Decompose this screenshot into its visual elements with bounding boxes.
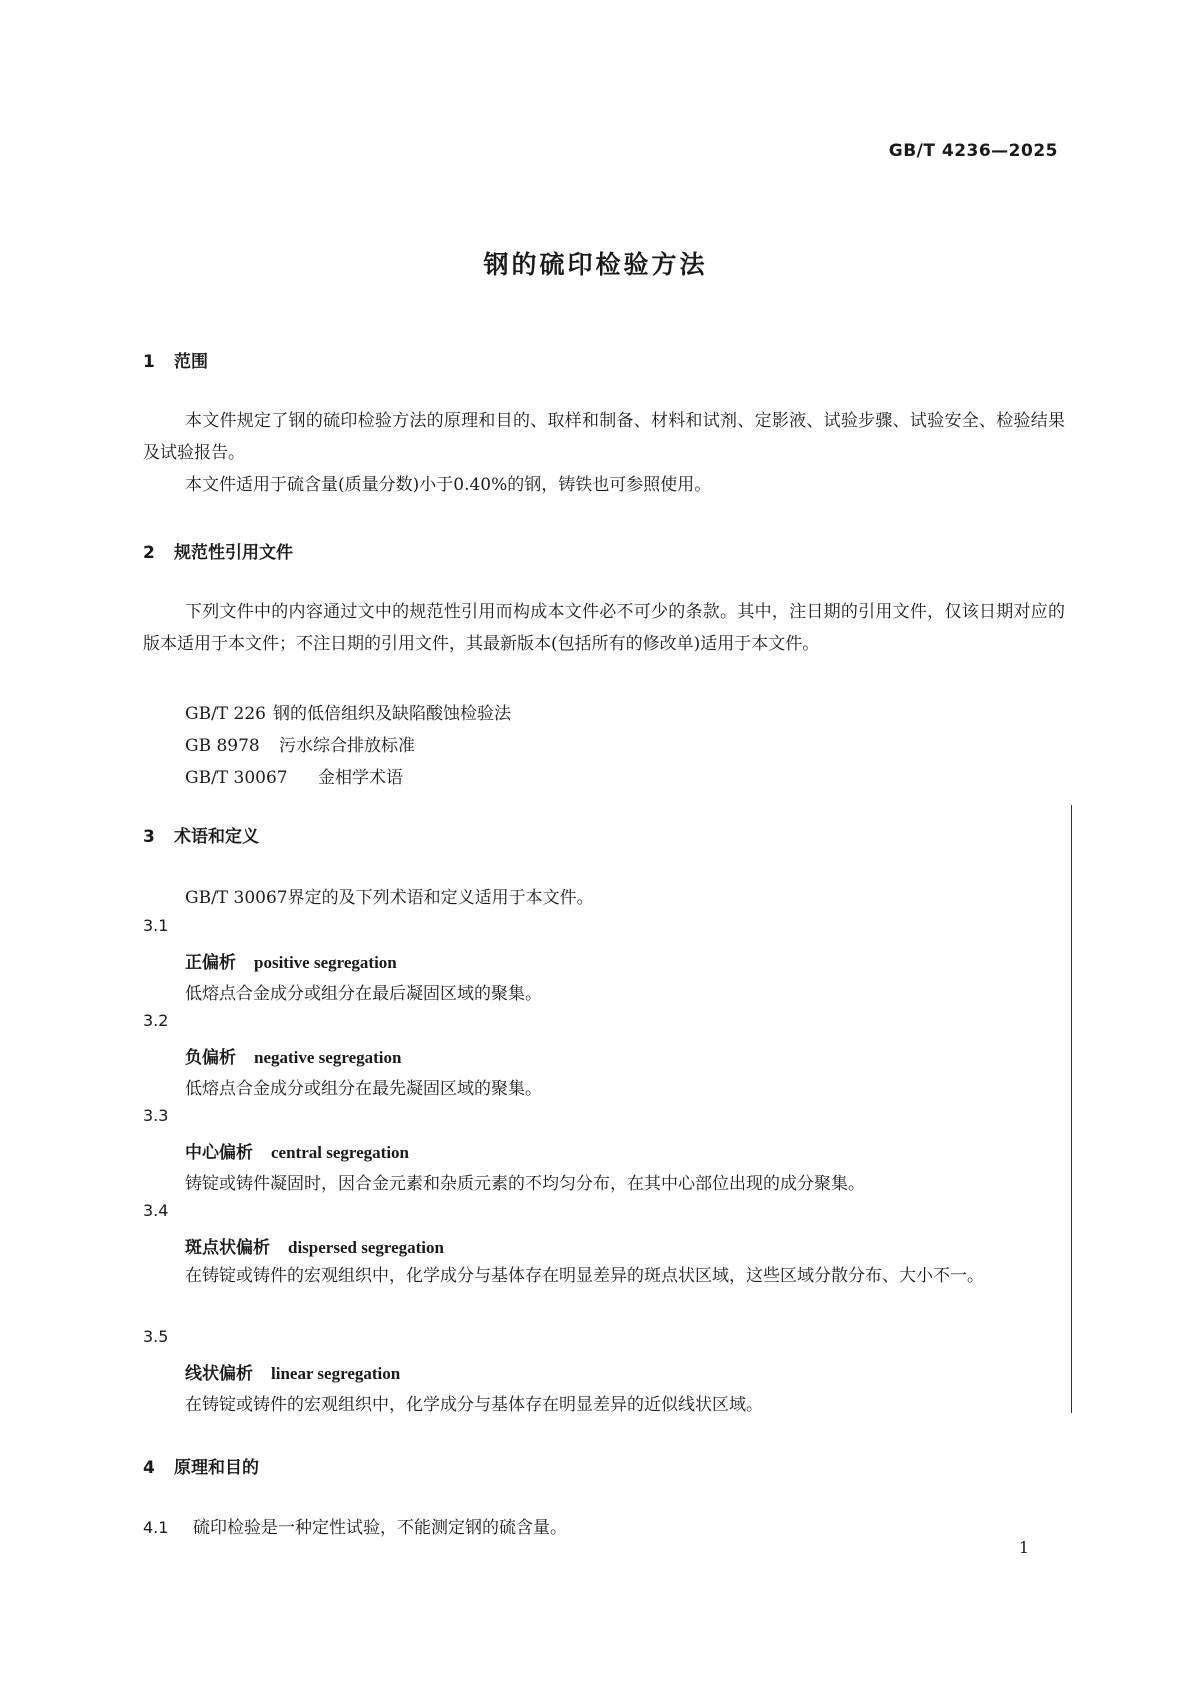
section-number: 3 xyxy=(143,827,155,847)
section-title: 规范性引用文件 xyxy=(174,543,293,563)
term-zh: 负偏析 xyxy=(185,1048,236,1068)
terms-intro: GB/T 30067界定的及下列术语和定义适用于本文件。 xyxy=(185,888,594,908)
term-heading xyxy=(185,1359,400,1384)
reference-title: 钢的低倍组织及缺陷酸蚀检验法 xyxy=(273,704,511,724)
clause-4-1 xyxy=(143,1513,567,1538)
section-1-heading xyxy=(143,347,208,372)
clause-text: 硫印检验是一种定性试验，不能测定钢的硫含量。 xyxy=(193,1518,567,1538)
reference-code: GB/T 30067 xyxy=(185,768,288,788)
clause-number: 4.1 xyxy=(143,1518,169,1537)
term-en: negative segregation xyxy=(254,1048,402,1067)
term-definition: 铸锭或铸件凝固时，因合金元素和杂质元素的不均匀分布，在其中心部位出现的成分聚集。 xyxy=(185,1174,865,1194)
standard-code: GB/T 4236—2025 xyxy=(888,141,1058,161)
term-zh: 线状偏析 xyxy=(185,1364,253,1384)
term-heading xyxy=(185,1043,401,1068)
document-title: 钢的硫印检验方法 xyxy=(483,250,708,279)
term-definition: 在铸锭或铸件的宏观组织中，化学成分与基体存在明显差异的斑点状区域，这些区域分散分布、大小不一。 xyxy=(185,1266,984,1286)
reference-item xyxy=(185,731,415,756)
reference-code: GB 8978 xyxy=(185,736,260,756)
term-en: central segregation xyxy=(271,1143,410,1162)
revision-change-bar xyxy=(1071,805,1072,1413)
section-title: 原理和目的 xyxy=(174,1458,259,1478)
page-number: 1 xyxy=(1018,1538,1029,1557)
term-number: 3.2 xyxy=(143,1011,169,1030)
scope-paragraph-1: 本文件规定了钢的硫印检验方法的原理和目的、取样和制备、材料和试剂、定影液、试验步骤、试验安全、检验结果及试验报告。 xyxy=(143,411,1065,463)
term-en: positive segregation xyxy=(254,953,397,972)
term-zh: 正偏析 xyxy=(185,953,236,973)
section-number: 4 xyxy=(143,1458,155,1478)
term-heading xyxy=(185,948,397,973)
reference-code: GB/T 226 xyxy=(185,704,266,724)
term-definition: 低熔点合金成分或组分在最先凝固区域的聚集。 xyxy=(185,1079,542,1099)
reference-item xyxy=(185,763,403,788)
section-2-heading xyxy=(143,538,293,563)
term-zh: 斑点状偏析 xyxy=(185,1238,270,1258)
term-number: 3.1 xyxy=(143,916,169,935)
section-4-heading xyxy=(143,1453,259,1478)
term-number: 3.5 xyxy=(143,1327,169,1346)
section-title: 范围 xyxy=(174,352,208,372)
term-zh: 中心偏析 xyxy=(185,1143,253,1163)
references-intro: 下列文件中的内容通过文中的规范性引用而构成本文件必不可少的条款。其中，注日期的引用文件，仅该日期对应的版本适用于本文件；不注日期的引用文件，其最新版本(包括所有的修改单)适用于本文件。 xyxy=(143,602,1065,654)
reference-item xyxy=(185,699,511,724)
section-number: 1 xyxy=(143,352,155,372)
term-heading xyxy=(185,1138,409,1163)
term-number: 3.3 xyxy=(143,1106,169,1125)
section-3-heading xyxy=(143,822,259,847)
term-definition: 在铸锭或铸件的宏观组织中，化学成分与基体存在明显差异的近似线状区域。 xyxy=(185,1395,763,1415)
section-title: 术语和定义 xyxy=(174,827,259,847)
reference-title: 污水综合排放标准 xyxy=(279,736,415,756)
term-en: dispersed segregation xyxy=(288,1238,444,1257)
scope-paragraph-2: 本文件适用于硫含量(质量分数)小于0.40%的钢，铸铁也可参照使用。 xyxy=(185,475,712,495)
section-number: 2 xyxy=(143,543,155,563)
term-en: linear segregation xyxy=(271,1364,401,1383)
term-definition: 低熔点合金成分或组分在最后凝固区域的聚集。 xyxy=(185,984,542,1004)
term-heading xyxy=(185,1233,444,1258)
reference-title: 金相学术语 xyxy=(318,768,403,788)
term-number: 3.4 xyxy=(143,1201,169,1220)
